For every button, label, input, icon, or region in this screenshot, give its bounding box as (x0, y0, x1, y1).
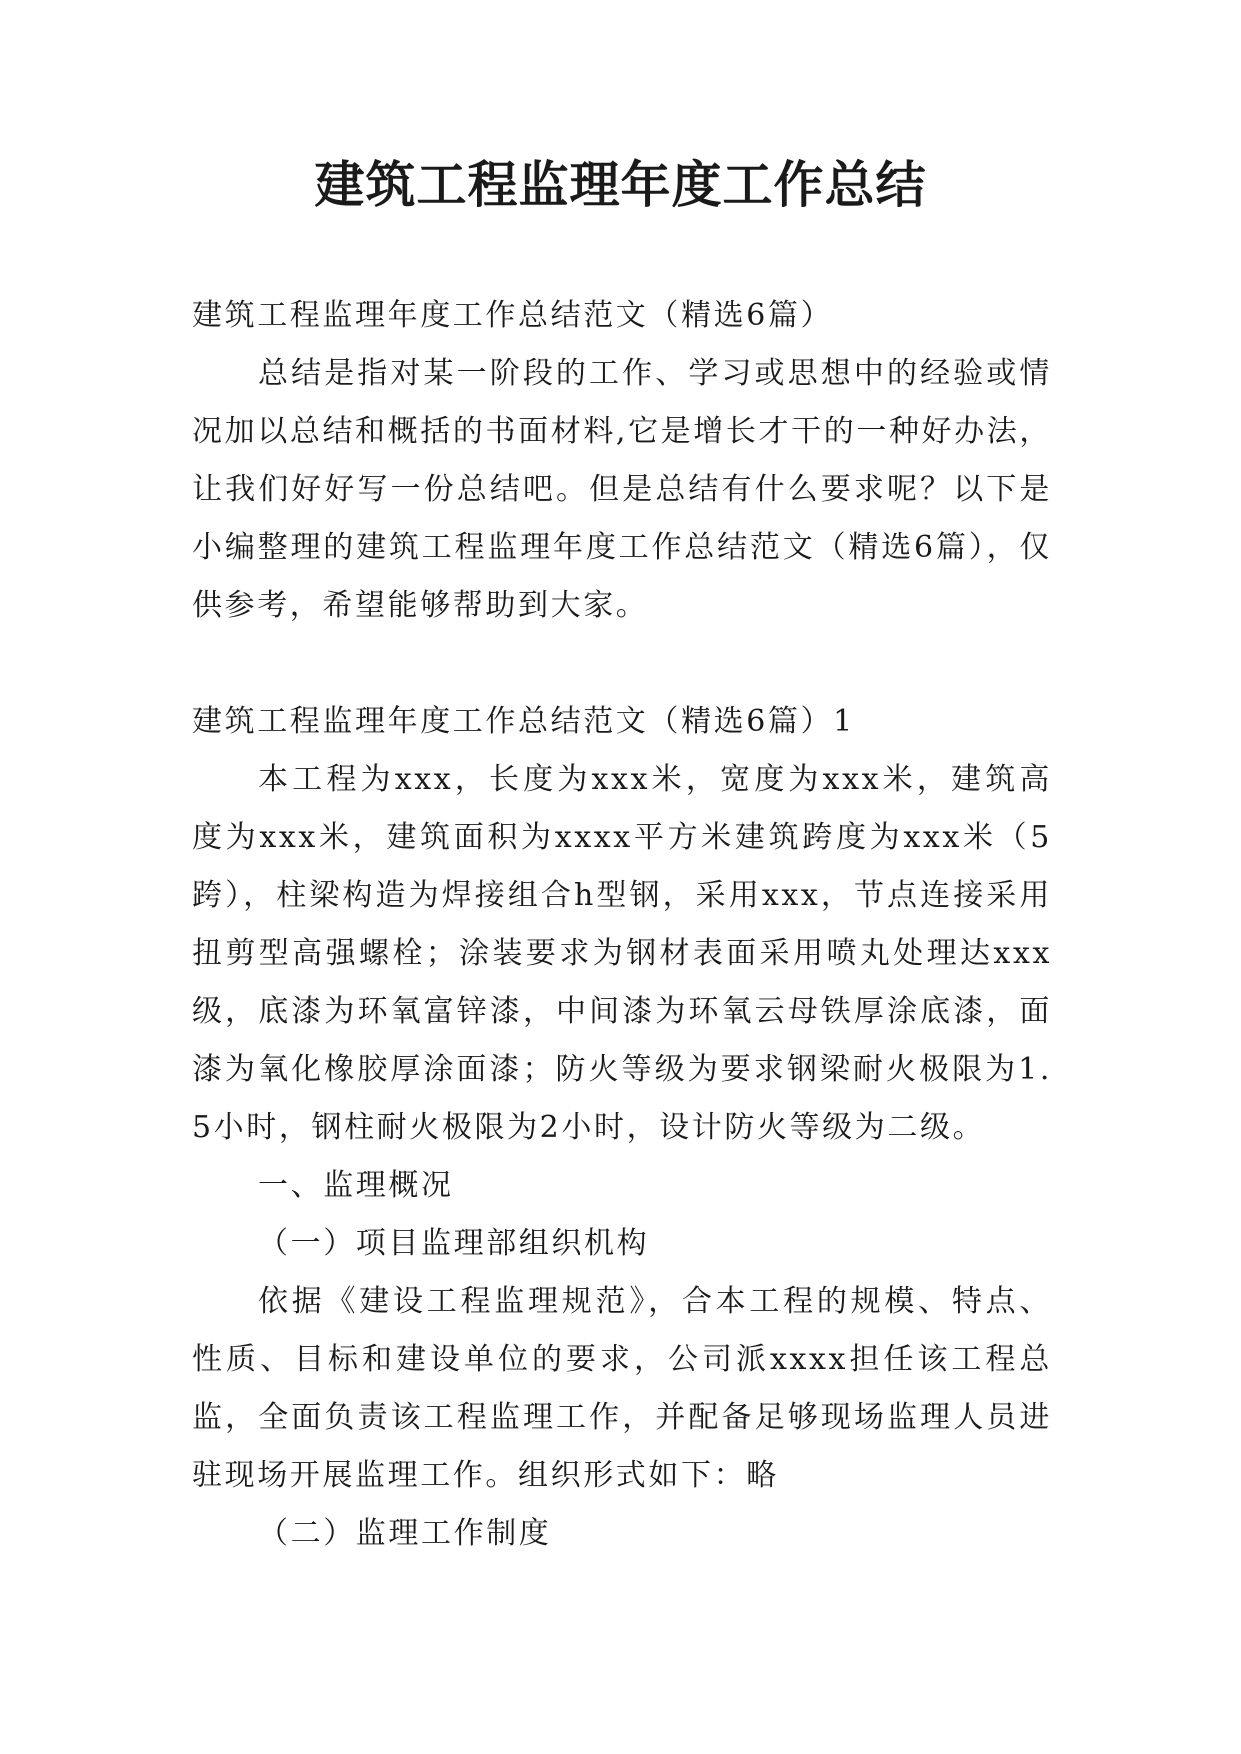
document-body (192, 287, 1052, 1563)
project-description-paragraph: 本工程为xxx，长度为xxx米，宽度为xxx米，建筑高度为xxx米，建筑面积为xxxx平方米建筑跨度为xxx米（5跨），柱梁构造为焊接组合h型钢，采用xxx，节点连接采用扭剪型高强螺栓；涂装要求为钢材表面采用喷丸处理达xxx级，底漆为环氧富锌漆，中间漆为环氧云母铁厚涂底漆，面漆为氧化橡胶厚涂面漆；防火等级为要求钢梁耐火极限为1.5小时，钢柱耐火极限为2小时，设计防火等级为二级。 (192, 762, 1052, 1145)
section-heading: 建筑工程监理年度工作总结范文（精选6篇）1 (192, 704, 855, 739)
heading-organization: （一）项目监理部组织机构 (258, 1226, 650, 1261)
intro-paragraph: 总结是指对某一阶段的工作、学习或思想中的经验或情况加以总结和概括的书面材料,它是增长才干的一种好办法，让我们好好写一份总结吧。但是总结有什么要求呢？以下是小编整理的建筑工程监理年度工作总结范文（精选6篇），仅供参考，希望能够帮助到大家。 (192, 356, 1052, 623)
heading-supervision-overview: 一、监理概况 (258, 1168, 454, 1203)
subtitle-paragraph: 建筑工程监理年度工作总结范文（精选6篇） (192, 298, 834, 333)
organization-paragraph: 依据《建设工程监理规范》，合本工程的规模、特点、性质、目标和建设单位的要求，公司派xxxx担任该工程总监，全面负责该工程监理工作，并配备足够现场监理人员进驻现场开展监理工作。组织形式如下：略 (192, 1284, 1052, 1493)
document-title: 建筑工程监理年度工作总结 (314, 155, 927, 214)
heading-work-system: （二）监理工作制度 (258, 1516, 552, 1551)
